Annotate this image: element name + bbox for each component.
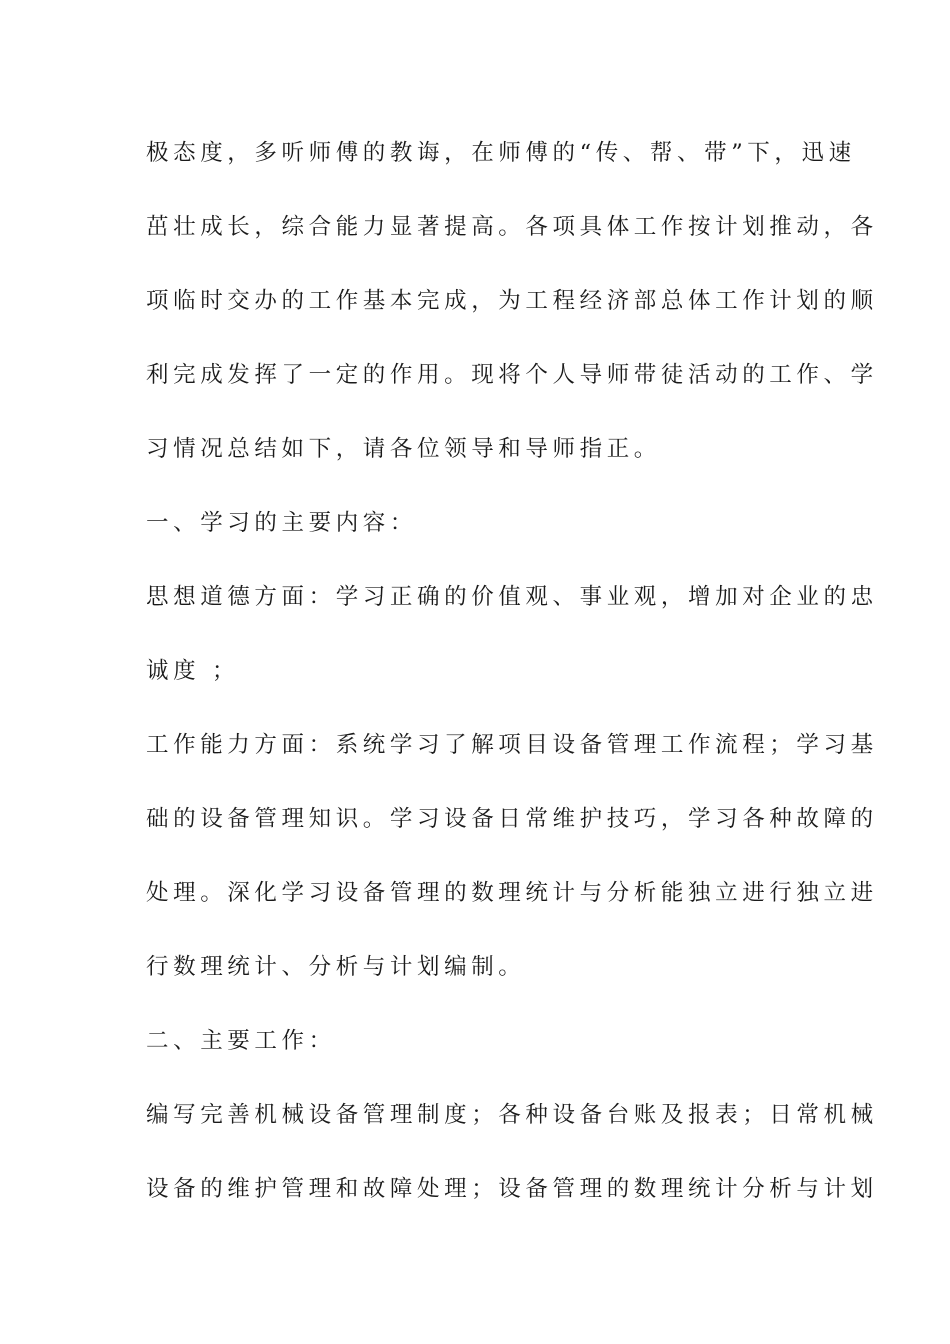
paragraph-line: 极态度，多听师傅的教诲，在师傅的“传、帮、带”下，迅速: [146, 140, 856, 166]
paragraph-line: 设备的维护管理和故障处理；设备管理的数理统计分析与计划: [146, 1176, 878, 1202]
paragraph-line: 茁壮成长，综合能力显著提高。各项具体工作按计划推动，各: [146, 214, 878, 240]
paragraph-line: 思想道德方面：学习正确的价值观、事业观，增加对企业的忠: [146, 584, 878, 610]
section-heading-study-content: 一、学习的主要内容：: [146, 510, 418, 536]
paragraph-line: 习情况总结如下，请各位领导和导师指正。: [146, 436, 661, 462]
paragraph-line: 项临时交办的工作基本完成，为工程经济部总体工作计划的顺: [146, 288, 878, 314]
document-body: [146, 131, 878, 1241]
paragraph-line: 诚度 ；: [146, 658, 240, 684]
paragraph-line: 础的设备管理知识。学习设备日常维护技巧，学习各种故障的: [146, 806, 878, 832]
paragraph-line: 编写完善机械设备管理制度；各种设备台账及报表；日常机械: [146, 1102, 878, 1128]
paragraph-line: 工作能力方面：系统学习了解项目设备管理工作流程；学习基: [146, 732, 878, 758]
section-heading-main-work: 二、主要工作：: [146, 1028, 336, 1054]
paragraph-line: 处理。深化学习设备管理的数理统计与分析能独立进行独立进: [146, 880, 878, 906]
paragraph-line: 行数理统计、分析与计划编制。: [146, 954, 526, 980]
paragraph-line: 利完成发挥了一定的作用。现将个人导师带徒活动的工作、学: [146, 362, 878, 388]
